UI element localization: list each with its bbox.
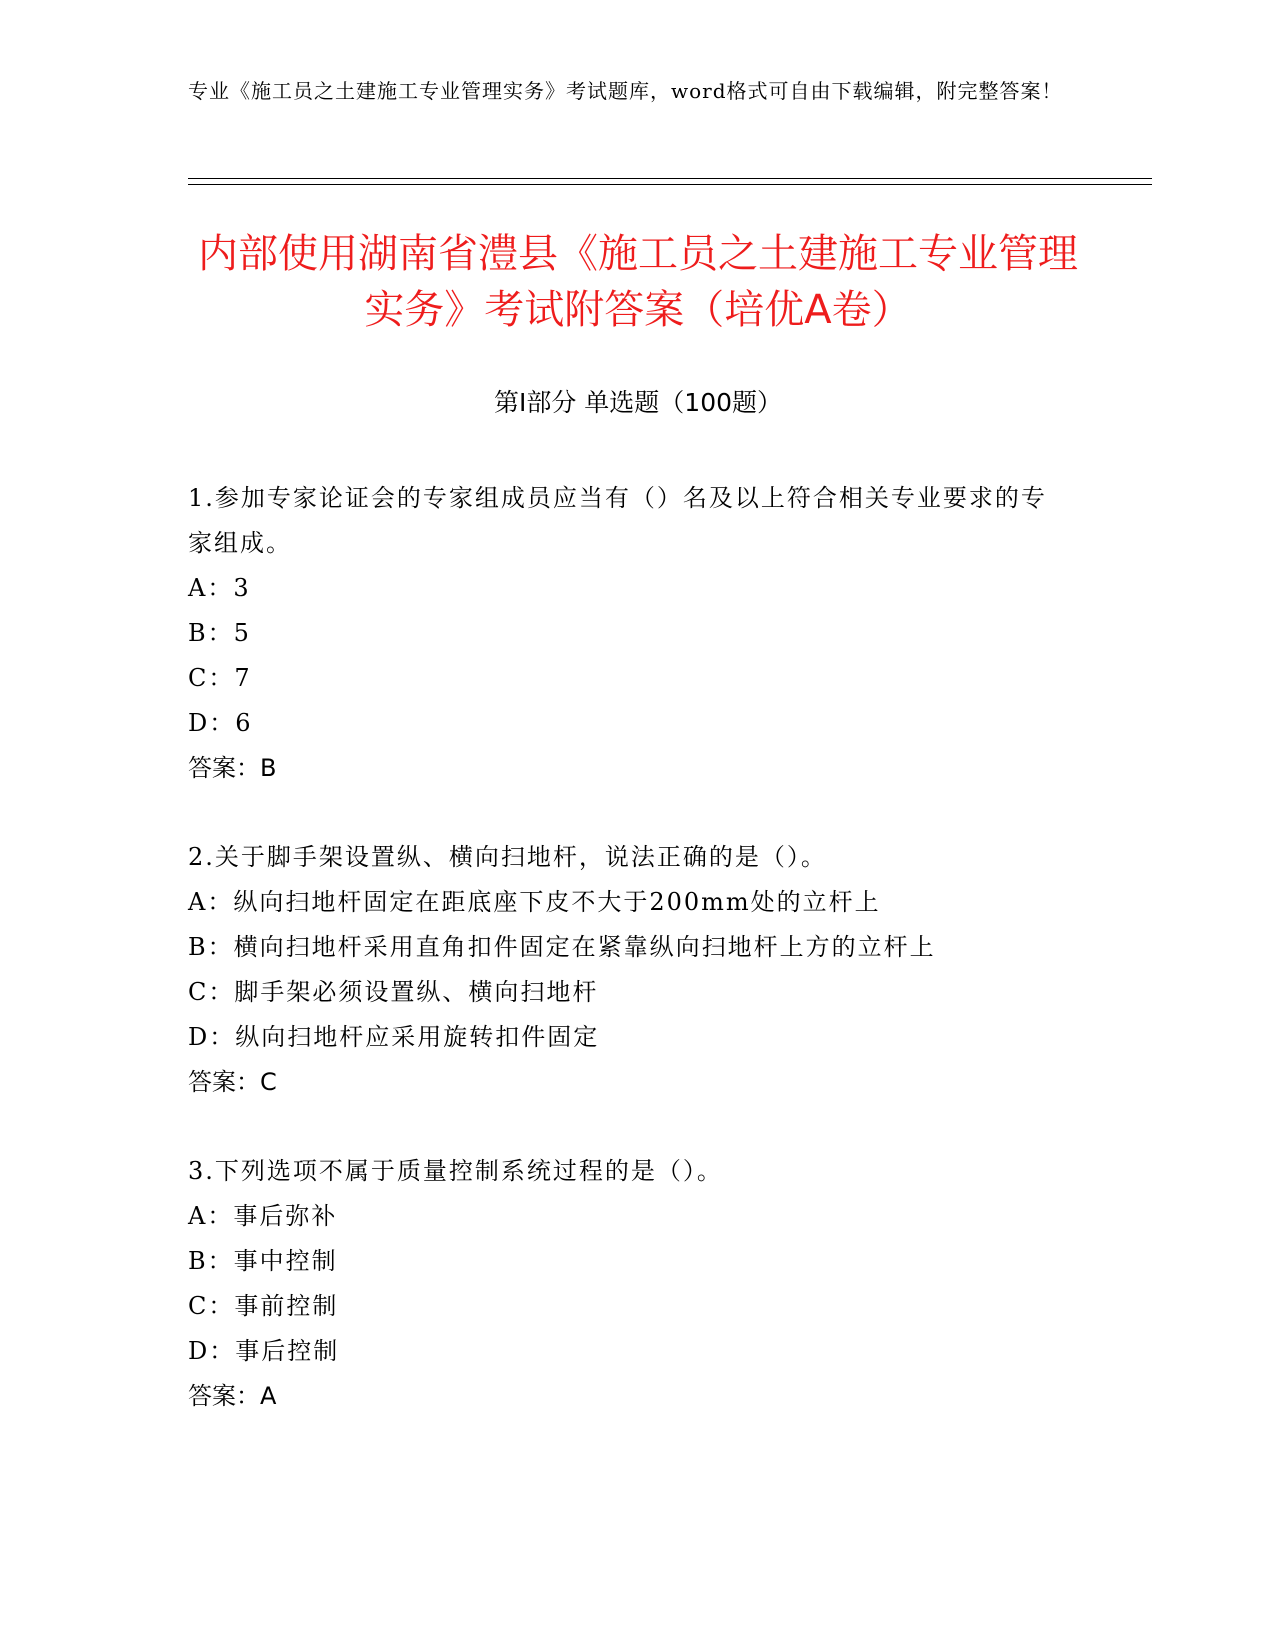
- option-c: C：事前控制: [188, 1292, 339, 1320]
- header-divider-bottom: [188, 184, 1152, 185]
- question-stem: 1.参加专家论证会的专家组成员应当有（）名及以上符合相关专业要求的专家组成。: [188, 484, 1047, 557]
- option-b: B：横向扫地杆采用直角扣件固定在紧靠纵向扫地杆上方的立杆上: [188, 933, 936, 961]
- section-heading: 第Ⅰ部分 单选题（100题）: [493, 388, 783, 417]
- question-list: [188, 476, 1068, 1463]
- question-3: [188, 1149, 1068, 1419]
- question-2: [188, 835, 1068, 1105]
- option-d: D：事后控制: [188, 1337, 340, 1365]
- document-title: 内部使用湖南省澧县《施工员之土建施工专业管理实务》考试附答案（培优A卷）: [198, 231, 1078, 333]
- question-stem: 3.下列选项不属于质量控制系统过程的是（）。: [188, 1157, 723, 1185]
- option-d: D：纵向扫地杆应采用旋转扣件固定: [188, 1023, 600, 1051]
- answer-line: 答案：C: [188, 1068, 277, 1096]
- option-a: A：3: [188, 574, 251, 602]
- option-d: D：6: [188, 709, 253, 737]
- option-c: C：7: [188, 664, 252, 692]
- answer-line: 答案：A: [188, 1382, 277, 1410]
- option-a: A：事后弥补: [188, 1202, 338, 1230]
- question-1: [188, 476, 1068, 791]
- header-divider-top: [188, 178, 1152, 179]
- header-note: 专业《施工员之土建施工专业管理实务》考试题库，word格式可自由下载编辑，附完整答案！: [188, 79, 1063, 103]
- option-b: B：事中控制: [188, 1247, 338, 1275]
- option-b: B：5: [188, 619, 251, 647]
- answer-line: 答案：B: [188, 754, 277, 782]
- option-c: C：脚手架必须设置纵、横向扫地杆: [188, 978, 599, 1006]
- question-stem: 2.关于脚手架设置纵、横向扫地杆，说法正确的是（）。: [188, 843, 827, 871]
- option-a: A：纵向扫地杆固定在距底座下皮不大于200mm处的立杆上: [188, 888, 881, 916]
